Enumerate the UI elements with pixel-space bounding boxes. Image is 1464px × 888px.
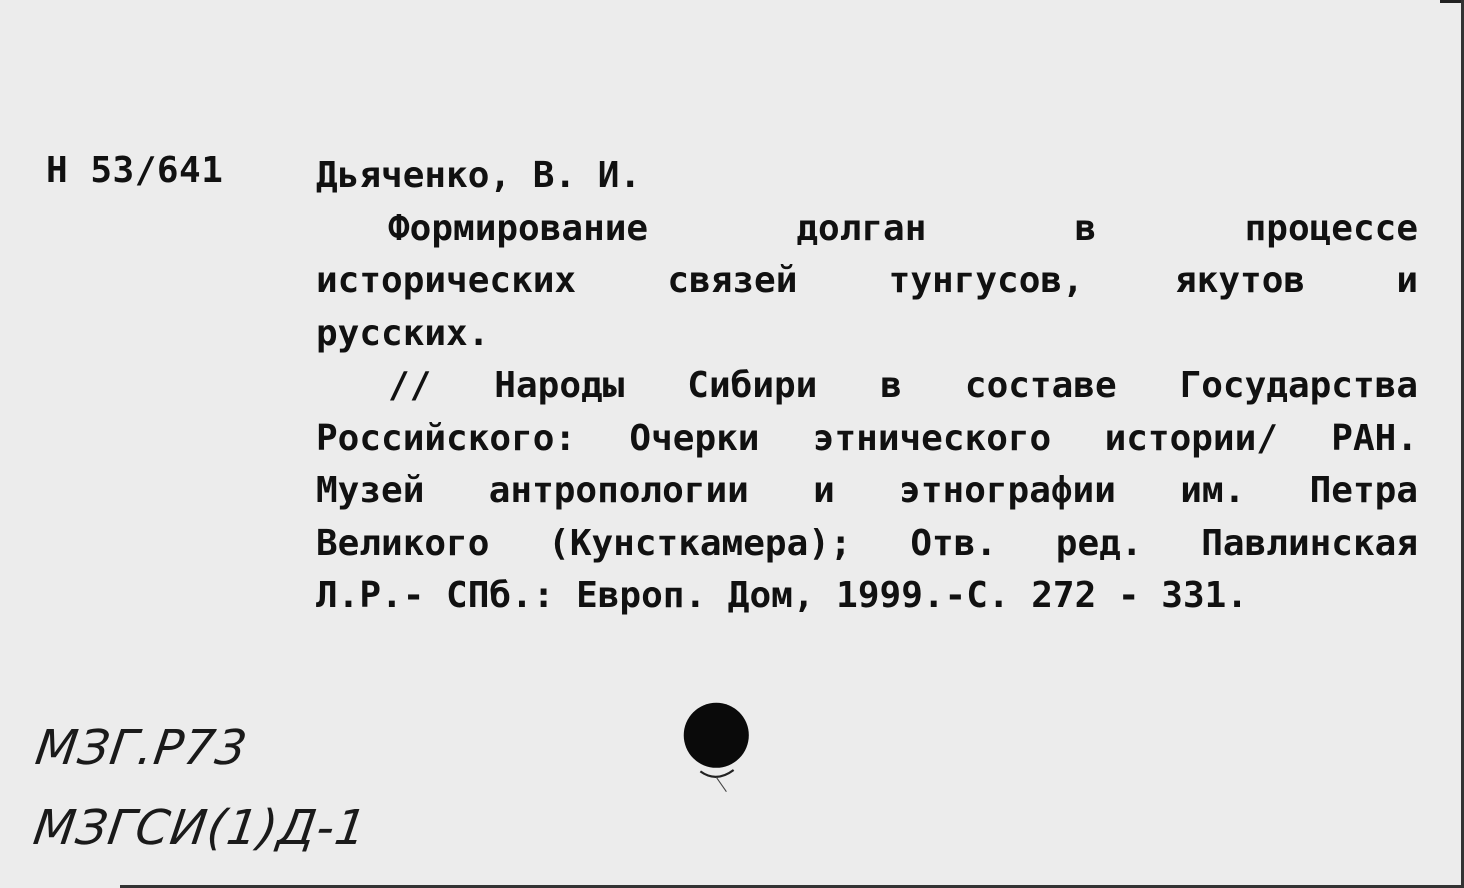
title-line-1: Формирование долган в процессе <box>388 207 1418 249</box>
source-line-5: Л.Р.- СПб.: Европ. Дом, 1999.-С. 272 - 331. <box>316 575 1248 616</box>
handwritten-note-2: МЗГСИ(1)Д-1 <box>30 800 371 856</box>
title-line-3: русских. <box>316 312 490 354</box>
handwritten-note-1: МЗГ.Р73 <box>32 720 252 776</box>
author: Дьяченко, В. И. <box>316 155 642 196</box>
source-line-4: Великого (Кунсткамера); Отв. ред. Павлинская <box>316 522 1418 564</box>
source-line-3: Музей антропологии и этнографии им. Петра <box>316 470 1418 511</box>
punch-hole-icon <box>670 702 764 796</box>
shelfmark: Н 53/641 <box>46 150 224 191</box>
source-line-2: Российского: Очерки этнического истории/ РАН. <box>316 417 1418 459</box>
source-line-1: // Народы Сибири в составе Государства <box>388 365 1418 406</box>
bibliographic-entry <box>316 150 1418 623</box>
title-line-2: исторических связей тунгусов, якутов и <box>316 260 1418 301</box>
